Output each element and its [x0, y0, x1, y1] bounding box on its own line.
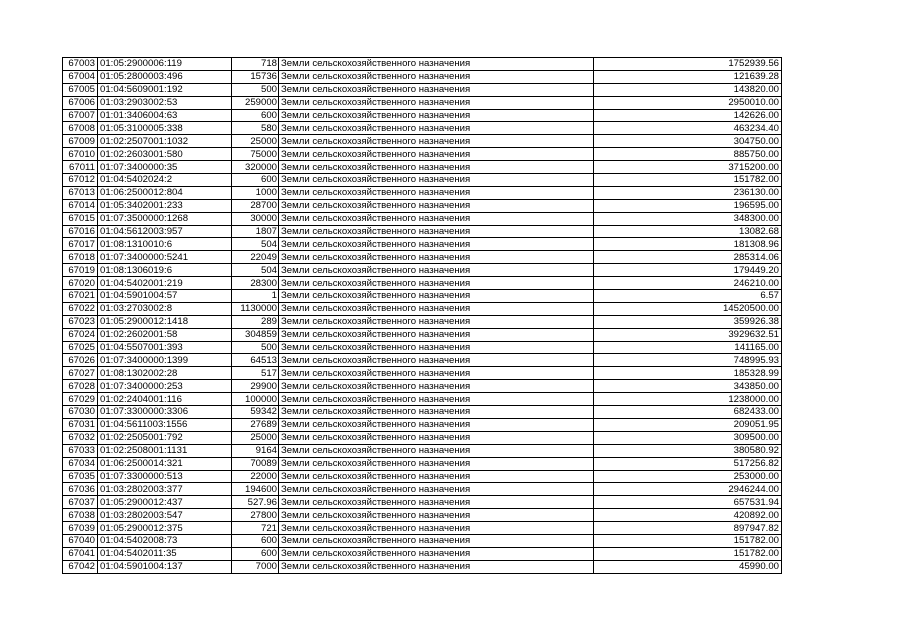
area-cell: 1 — [232, 290, 279, 303]
row-id-cell: 67024 — [63, 328, 98, 341]
table-row — [63, 380, 782, 393]
cadastral-value-cell: 2950010.00 — [594, 96, 782, 109]
area-cell: 320000 — [232, 161, 279, 174]
cadastral-value-cell: 3715200.00 — [594, 161, 782, 174]
area-cell: 600 — [232, 534, 279, 547]
row-id-cell: 67021 — [63, 290, 98, 303]
area-cell: 27800 — [232, 509, 279, 522]
area-cell: 59342 — [232, 406, 279, 419]
cadastral-number-cell: 01:03:2802003:547 — [98, 509, 232, 522]
row-id-cell: 67010 — [63, 148, 98, 161]
row-id-cell: 67026 — [63, 354, 98, 367]
cadastral-number-cell: 01:02:2505001:792 — [98, 431, 232, 444]
cadastral-number-cell: 01:05:2800003:496 — [98, 70, 232, 83]
area-cell: 1130000 — [232, 302, 279, 315]
cadastral-value-cell: 143820.00 — [594, 83, 782, 96]
land-category-cell: Земли сельскохозяйственного назначения — [279, 58, 594, 71]
cadastral-number-cell: 01:07:3400000:253 — [98, 380, 232, 393]
cadastral-number-cell: 01:07:3400000:5241 — [98, 251, 232, 264]
row-id-cell: 67039 — [63, 522, 98, 535]
table-row — [63, 328, 782, 341]
area-cell: 527.96 — [232, 496, 279, 509]
table-row — [63, 148, 782, 161]
area-cell: 22049 — [232, 251, 279, 264]
row-id-cell: 67012 — [63, 174, 98, 187]
land-category-cell: Земли сельскохозяйственного назначения — [279, 496, 594, 509]
cadastral-number-cell: 01:07:3400000:35 — [98, 161, 232, 174]
area-cell: 194600 — [232, 483, 279, 496]
table-row — [63, 174, 782, 187]
row-id-cell: 67027 — [63, 367, 98, 380]
cadastral-value-cell: 209051.95 — [594, 418, 782, 431]
table-row — [63, 251, 782, 264]
cadastral-value-cell: 141165.00 — [594, 341, 782, 354]
cadastral-value-cell: 246210.00 — [594, 277, 782, 290]
cadastral-number-cell: 01:02:2404001:116 — [98, 393, 232, 406]
cadastral-value-cell: 196595.00 — [594, 199, 782, 212]
cadastral-value-cell: 1238000.00 — [594, 393, 782, 406]
row-id-cell: 67015 — [63, 212, 98, 225]
land-category-cell: Земли сельскохозяйственного назначения — [279, 225, 594, 238]
cadastral-number-cell: 01:01:3406004:63 — [98, 109, 232, 122]
cadastral-value-cell: 380580.92 — [594, 444, 782, 457]
land-category-cell: Земли сельскохозяйственного назначения — [279, 380, 594, 393]
table-row — [63, 161, 782, 174]
row-id-cell: 67025 — [63, 341, 98, 354]
cadastral-value-cell: 253000.00 — [594, 470, 782, 483]
land-category-cell: Земли сельскохозяйственного назначения — [279, 470, 594, 483]
row-id-cell: 67031 — [63, 418, 98, 431]
row-id-cell: 67038 — [63, 509, 98, 522]
area-cell: 500 — [232, 83, 279, 96]
cadastral-value-cell: 517256.82 — [594, 457, 782, 470]
table-row — [63, 96, 782, 109]
table-row — [63, 560, 782, 573]
cadastral-value-cell: 45990.00 — [594, 560, 782, 573]
cadastral-number-cell: 01:05:3100005:338 — [98, 122, 232, 135]
cadastral-value-cell: 343850.00 — [594, 380, 782, 393]
area-cell: 1000 — [232, 186, 279, 199]
table-row — [63, 367, 782, 380]
table-row — [63, 444, 782, 457]
cadastral-number-cell: 01:06:2500014:321 — [98, 457, 232, 470]
land-plots-table — [62, 57, 782, 574]
cadastral-value-cell: 14520500.00 — [594, 302, 782, 315]
table-row — [63, 315, 782, 328]
area-cell: 25000 — [232, 431, 279, 444]
table-row — [63, 534, 782, 547]
row-id-cell: 67011 — [63, 161, 98, 174]
row-id-cell: 67014 — [63, 199, 98, 212]
land-category-cell: Земли сельскохозяйственного назначения — [279, 70, 594, 83]
cadastral-number-cell: 01:04:5901004:137 — [98, 560, 232, 573]
land-category-cell: Земли сельскохозяйственного назначения — [279, 483, 594, 496]
table-row — [63, 483, 782, 496]
row-id-cell: 67022 — [63, 302, 98, 315]
land-category-cell: Земли сельскохозяйственного назначения — [279, 238, 594, 251]
row-id-cell: 67033 — [63, 444, 98, 457]
cadastral-value-cell: 304750.00 — [594, 135, 782, 148]
cadastral-value-cell: 657531.94 — [594, 496, 782, 509]
row-id-cell: 67013 — [63, 186, 98, 199]
land-category-cell: Земли сельскохозяйственного назначения — [279, 83, 594, 96]
cadastral-value-cell: 2946244.00 — [594, 483, 782, 496]
cadastral-value-cell: 348300.00 — [594, 212, 782, 225]
row-id-cell: 67004 — [63, 70, 98, 83]
land-category-cell: Земли сельскохозяйственного назначения — [279, 457, 594, 470]
cadastral-number-cell: 01:04:5901004:57 — [98, 290, 232, 303]
area-cell: 517 — [232, 367, 279, 380]
area-cell: 25000 — [232, 135, 279, 148]
land-category-cell: Земли сельскохозяйственного назначения — [279, 122, 594, 135]
table-row — [63, 354, 782, 367]
land-category-cell: Земли сельскохозяйственного назначения — [279, 135, 594, 148]
area-cell: 600 — [232, 174, 279, 187]
cadastral-value-cell: 420892.00 — [594, 509, 782, 522]
land-category-cell: Земли сельскохозяйственного назначения — [279, 290, 594, 303]
row-id-cell: 67016 — [63, 225, 98, 238]
table-row — [63, 70, 782, 83]
cadastral-value-cell: 285314.06 — [594, 251, 782, 264]
cadastral-value-cell: 121639.28 — [594, 70, 782, 83]
area-cell: 289 — [232, 315, 279, 328]
land-category-cell: Земли сельскохозяйственного назначения — [279, 547, 594, 560]
row-id-cell: 67023 — [63, 315, 98, 328]
land-category-cell: Земли сельскохозяйственного назначения — [279, 444, 594, 457]
cadastral-value-cell: 682433.00 — [594, 406, 782, 419]
land-category-cell: Земли сельскохозяйственного назначения — [279, 302, 594, 315]
land-category-cell: Земли сельскохозяйственного назначения — [279, 264, 594, 277]
table-row — [63, 58, 782, 71]
row-id-cell: 67032 — [63, 431, 98, 444]
row-id-cell: 67028 — [63, 380, 98, 393]
row-id-cell: 67020 — [63, 277, 98, 290]
land-category-cell: Земли сельскохозяйственного назначения — [279, 148, 594, 161]
cadastral-number-cell: 01:07:3400000:1399 — [98, 354, 232, 367]
land-category-cell: Земли сельскохозяйственного назначения — [279, 534, 594, 547]
cadastral-value-cell: 151782.00 — [594, 547, 782, 560]
land-category-cell: Земли сельскохозяйственного назначения — [279, 109, 594, 122]
row-id-cell: 67036 — [63, 483, 98, 496]
table-row — [63, 212, 782, 225]
cadastral-number-cell: 01:04:5611003:1556 — [98, 418, 232, 431]
area-cell: 64513 — [232, 354, 279, 367]
cadastral-number-cell: 01:08:1306019:6 — [98, 264, 232, 277]
row-id-cell: 67017 — [63, 238, 98, 251]
table-row — [63, 109, 782, 122]
cadastral-number-cell: 01:05:2900012:375 — [98, 522, 232, 535]
land-category-cell: Земли сельскохозяйственного назначения — [279, 315, 594, 328]
row-id-cell: 67037 — [63, 496, 98, 509]
table-row — [63, 418, 782, 431]
cadastral-value-cell: 13082.68 — [594, 225, 782, 238]
land-category-cell: Земли сельскохозяйственного назначения — [279, 328, 594, 341]
table-row — [63, 225, 782, 238]
land-category-cell: Земли сельскохозяйственного назначения — [279, 509, 594, 522]
cadastral-value-cell: 897947.82 — [594, 522, 782, 535]
table-row — [63, 302, 782, 315]
area-cell: 75000 — [232, 148, 279, 161]
row-id-cell: 67003 — [63, 58, 98, 71]
row-id-cell: 67041 — [63, 547, 98, 560]
row-id-cell: 67008 — [63, 122, 98, 135]
cadastral-number-cell: 01:06:2500012:804 — [98, 186, 232, 199]
area-cell: 500 — [232, 341, 279, 354]
cadastral-value-cell: 1752939.56 — [594, 58, 782, 71]
area-cell: 504 — [232, 264, 279, 277]
cadastral-number-cell: 01:02:2602001:58 — [98, 328, 232, 341]
table-row — [63, 238, 782, 251]
area-cell: 259000 — [232, 96, 279, 109]
area-cell: 718 — [232, 58, 279, 71]
cadastral-value-cell: 463234.40 — [594, 122, 782, 135]
cadastral-number-cell: 01:02:2508001:1131 — [98, 444, 232, 457]
table-row — [63, 264, 782, 277]
cadastral-value-cell: 236130.00 — [594, 186, 782, 199]
table-row — [63, 135, 782, 148]
land-category-cell: Земли сельскохозяйственного назначения — [279, 212, 594, 225]
cadastral-number-cell: 01:07:3300000:513 — [98, 470, 232, 483]
row-id-cell: 67030 — [63, 406, 98, 419]
land-category-cell: Земли сельскохозяйственного назначения — [279, 341, 594, 354]
row-id-cell: 67005 — [63, 83, 98, 96]
land-category-cell: Земли сельскохозяйственного назначения — [279, 186, 594, 199]
area-cell: 29900 — [232, 380, 279, 393]
table-body — [63, 58, 782, 574]
land-category-cell: Земли сельскохозяйственного назначения — [279, 174, 594, 187]
cadastral-number-cell: 01:04:5402011:35 — [98, 547, 232, 560]
table-row — [63, 199, 782, 212]
cadastral-number-cell: 01:03:2802003:377 — [98, 483, 232, 496]
area-cell: 504 — [232, 238, 279, 251]
cadastral-number-cell: 01:05:2900012:437 — [98, 496, 232, 509]
cadastral-number-cell: 01:07:3500000:1268 — [98, 212, 232, 225]
cadastral-number-cell: 01:05:2900006:119 — [98, 58, 232, 71]
row-id-cell: 67040 — [63, 534, 98, 547]
cadastral-number-cell: 01:08:1302002:28 — [98, 367, 232, 380]
land-category-cell: Земли сельскохозяйственного назначения — [279, 406, 594, 419]
cadastral-value-cell: 3929632.51 — [594, 328, 782, 341]
land-category-cell: Земли сельскохозяйственного назначения — [279, 418, 594, 431]
cadastral-number-cell: 01:08:1310010:6 — [98, 238, 232, 251]
cadastral-number-cell: 01:05:2900012:1418 — [98, 315, 232, 328]
table-row — [63, 431, 782, 444]
table-row — [63, 457, 782, 470]
cadastral-number-cell: 01:07:3300000:3306 — [98, 406, 232, 419]
cadastral-value-cell: 185328.99 — [594, 367, 782, 380]
area-cell: 28700 — [232, 199, 279, 212]
table-row — [63, 496, 782, 509]
cadastral-number-cell: 01:03:2703002:8 — [98, 302, 232, 315]
row-id-cell: 67034 — [63, 457, 98, 470]
land-category-cell: Земли сельскохозяйственного назначения — [279, 161, 594, 174]
land-category-cell: Земли сельскохозяйственного назначения — [279, 393, 594, 406]
area-cell: 30000 — [232, 212, 279, 225]
area-cell: 100000 — [232, 393, 279, 406]
land-category-cell: Земли сельскохозяйственного назначения — [279, 522, 594, 535]
cadastral-value-cell: 748995.93 — [594, 354, 782, 367]
cadastral-number-cell: 01:02:2603001:580 — [98, 148, 232, 161]
row-id-cell: 67042 — [63, 560, 98, 573]
area-cell: 70089 — [232, 457, 279, 470]
cadastral-value-cell: 151782.00 — [594, 534, 782, 547]
row-id-cell: 67035 — [63, 470, 98, 483]
table-row — [63, 122, 782, 135]
cadastral-number-cell: 01:04:5507001:393 — [98, 341, 232, 354]
cadastral-number-cell: 01:04:5402001:219 — [98, 277, 232, 290]
table-row — [63, 470, 782, 483]
cadastral-number-cell: 01:04:5609001:192 — [98, 83, 232, 96]
table-row — [63, 341, 782, 354]
cadastral-value-cell: 151782.00 — [594, 174, 782, 187]
cadastral-value-cell: 142626.00 — [594, 109, 782, 122]
land-category-cell: Земли сельскохозяйственного назначения — [279, 431, 594, 444]
table-row — [63, 393, 782, 406]
table-row — [63, 186, 782, 199]
table-row — [63, 509, 782, 522]
table-row — [63, 83, 782, 96]
cadastral-value-cell: 885750.00 — [594, 148, 782, 161]
row-id-cell: 67029 — [63, 393, 98, 406]
area-cell: 600 — [232, 547, 279, 560]
cadastral-value-cell: 181308.96 — [594, 238, 782, 251]
cadastral-number-cell: 01:02:2507001:1032 — [98, 135, 232, 148]
cadastral-value-cell: 179449.20 — [594, 264, 782, 277]
row-id-cell: 67018 — [63, 251, 98, 264]
cadastral-number-cell: 01:05:3402001:233 — [98, 199, 232, 212]
row-id-cell: 67006 — [63, 96, 98, 109]
land-category-cell: Земли сельскохозяйственного назначения — [279, 367, 594, 380]
row-id-cell: 67019 — [63, 264, 98, 277]
area-cell: 28300 — [232, 277, 279, 290]
cadastral-number-cell: 01:03:2903002:53 — [98, 96, 232, 109]
cadastral-number-cell: 01:04:5402024:2 — [98, 174, 232, 187]
area-cell: 15736 — [232, 70, 279, 83]
area-cell: 22000 — [232, 470, 279, 483]
table-row — [63, 277, 782, 290]
area-cell: 580 — [232, 122, 279, 135]
area-cell: 9164 — [232, 444, 279, 457]
row-id-cell: 67009 — [63, 135, 98, 148]
land-category-cell: Земли сельскохозяйственного назначения — [279, 96, 594, 109]
land-category-cell: Земли сельскохозяйственного назначения — [279, 354, 594, 367]
area-cell: 7000 — [232, 560, 279, 573]
cadastral-value-cell: 309500.00 — [594, 431, 782, 444]
area-cell: 600 — [232, 109, 279, 122]
row-id-cell: 67007 — [63, 109, 98, 122]
cadastral-value-cell: 6.57 — [594, 290, 782, 303]
area-cell: 304859 — [232, 328, 279, 341]
table-row — [63, 547, 782, 560]
land-category-cell: Земли сельскохозяйственного назначения — [279, 251, 594, 264]
area-cell: 1807 — [232, 225, 279, 238]
area-cell: 27689 — [232, 418, 279, 431]
table-row — [63, 522, 782, 535]
table-row — [63, 290, 782, 303]
table-row — [63, 406, 782, 419]
land-category-cell: Земли сельскохозяйственного назначения — [279, 277, 594, 290]
land-category-cell: Земли сельскохозяйственного назначения — [279, 199, 594, 212]
area-cell: 721 — [232, 522, 279, 535]
cadastral-value-cell: 359926.38 — [594, 315, 782, 328]
land-category-cell: Земли сельскохозяйственного назначения — [279, 560, 594, 573]
cadastral-number-cell: 01:04:5612003:957 — [98, 225, 232, 238]
cadastral-number-cell: 01:04:5402008:73 — [98, 534, 232, 547]
